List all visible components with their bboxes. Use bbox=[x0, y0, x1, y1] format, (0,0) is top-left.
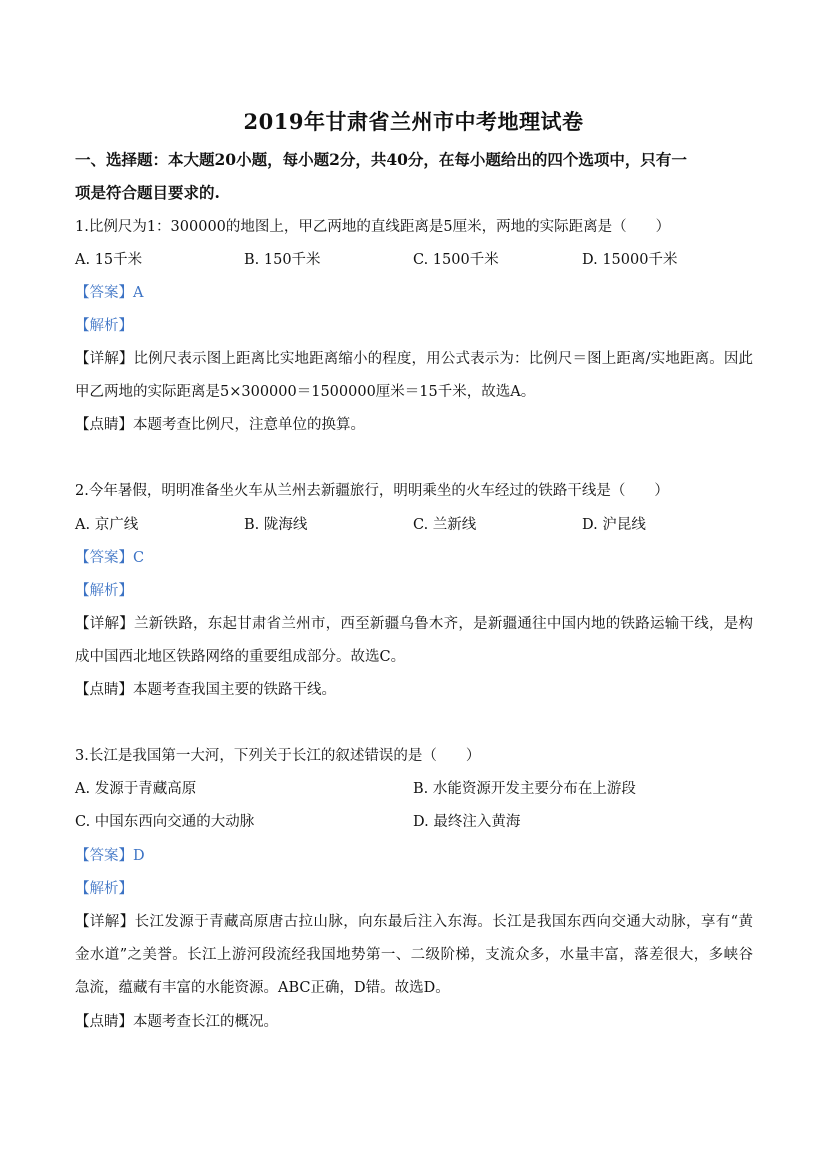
question-1-detail-line-1: 【详解】比例尺表示图上距离比实地距离缩小的程度，用公式表示为：比例尺＝图上距离/实地距离。因此 bbox=[75, 351, 753, 367]
question-2-option-a: A. 京广线 bbox=[75, 517, 139, 533]
page-title: 2019年甘肃省兰州市中考地理试卷 bbox=[243, 109, 584, 134]
question-1-detail-line-2: 甲乙两地的实际距离是5×300000＝1500000厘米＝15千米，故选A。 bbox=[75, 384, 536, 400]
question-3-detail-line-2: 金水道”之美誉。长江上游河段流经我国地势第一、二级阶梯，支流众多，水量丰富，落差很大，多峡谷 bbox=[75, 947, 753, 963]
question-1-option-c: C. 1500千米 bbox=[413, 252, 499, 268]
question-3-answer: 【答案】D bbox=[75, 848, 145, 864]
question-2-comment: 【点睛】本题考查我国主要的铁路干线。 bbox=[75, 682, 336, 698]
question-3-option-a: A. 发源于青藏高原 bbox=[75, 781, 197, 797]
question-3-analysis-label: 【解析】 bbox=[75, 881, 133, 897]
question-1-comment: 【点睛】本题考查比例尺，注意单位的换算。 bbox=[75, 417, 365, 433]
section-heading-line-2: 项是符合题目要求的. bbox=[75, 183, 220, 202]
question-1-option-d: D. 15000千米 bbox=[582, 252, 678, 268]
question-3-option-b: B. 水能资源开发主要分布在上游段 bbox=[413, 781, 636, 797]
question-3-option-d: D. 最终注入黄海 bbox=[413, 814, 521, 830]
question-1-option-a: A. 15千米 bbox=[75, 252, 143, 268]
question-2-detail-line-2: 成中国西北地区铁路网络的重要组成部分。故选C。 bbox=[75, 649, 406, 665]
question-3-detail-line-1: 【详解】长江发源于青藏高原唐古拉山脉，向东最后注入东海。长江是我国东西向交通大动脉，享有“黄 bbox=[75, 914, 753, 930]
question-3-detail-line-3: 急流，蕴藏有丰富的水能资源。ABC正确，D错。故选D。 bbox=[75, 980, 450, 996]
question-3-comment: 【点睛】本题考查长江的概况。 bbox=[75, 1014, 278, 1030]
question-1-option-b: B. 150千米 bbox=[244, 252, 321, 268]
question-1-analysis-label: 【解析】 bbox=[75, 318, 133, 334]
question-2-stem: 2.今年暑假，明明准备坐火车从兰州去新疆旅行，明明乘坐的火车经过的铁路干线是（ ） bbox=[75, 483, 669, 499]
question-2-option-b: B. 陇海线 bbox=[244, 517, 308, 533]
question-2-option-c: C. 兰新线 bbox=[413, 517, 477, 533]
question-3-option-c: C. 中国东西向交通的大动脉 bbox=[75, 814, 255, 830]
question-1-stem: 1.比例尺为1：300000的地图上，甲乙两地的直线距离是5厘米，两地的实际距离是（ ） bbox=[75, 219, 671, 235]
question-2-option-d: D. 沪昆线 bbox=[582, 517, 646, 533]
question-3-stem: 3.长江是我国第一大河，下列关于长江的叙述错误的是（ ） bbox=[75, 748, 481, 764]
question-1-answer: 【答案】A bbox=[75, 285, 144, 301]
question-2-answer: 【答案】C bbox=[75, 550, 145, 566]
question-2-analysis-label: 【解析】 bbox=[75, 583, 133, 599]
question-2-detail-line-1: 【详解】兰新铁路，东起甘肃省兰州市，西至新疆乌鲁木齐，是新疆通往中国内地的铁路运输干线，是构 bbox=[75, 616, 753, 632]
section-heading-line-1: 一、选择题：本大题20小题，每小题2分，共40分，在每小题给出的四个选项中，只有一 bbox=[75, 150, 687, 169]
